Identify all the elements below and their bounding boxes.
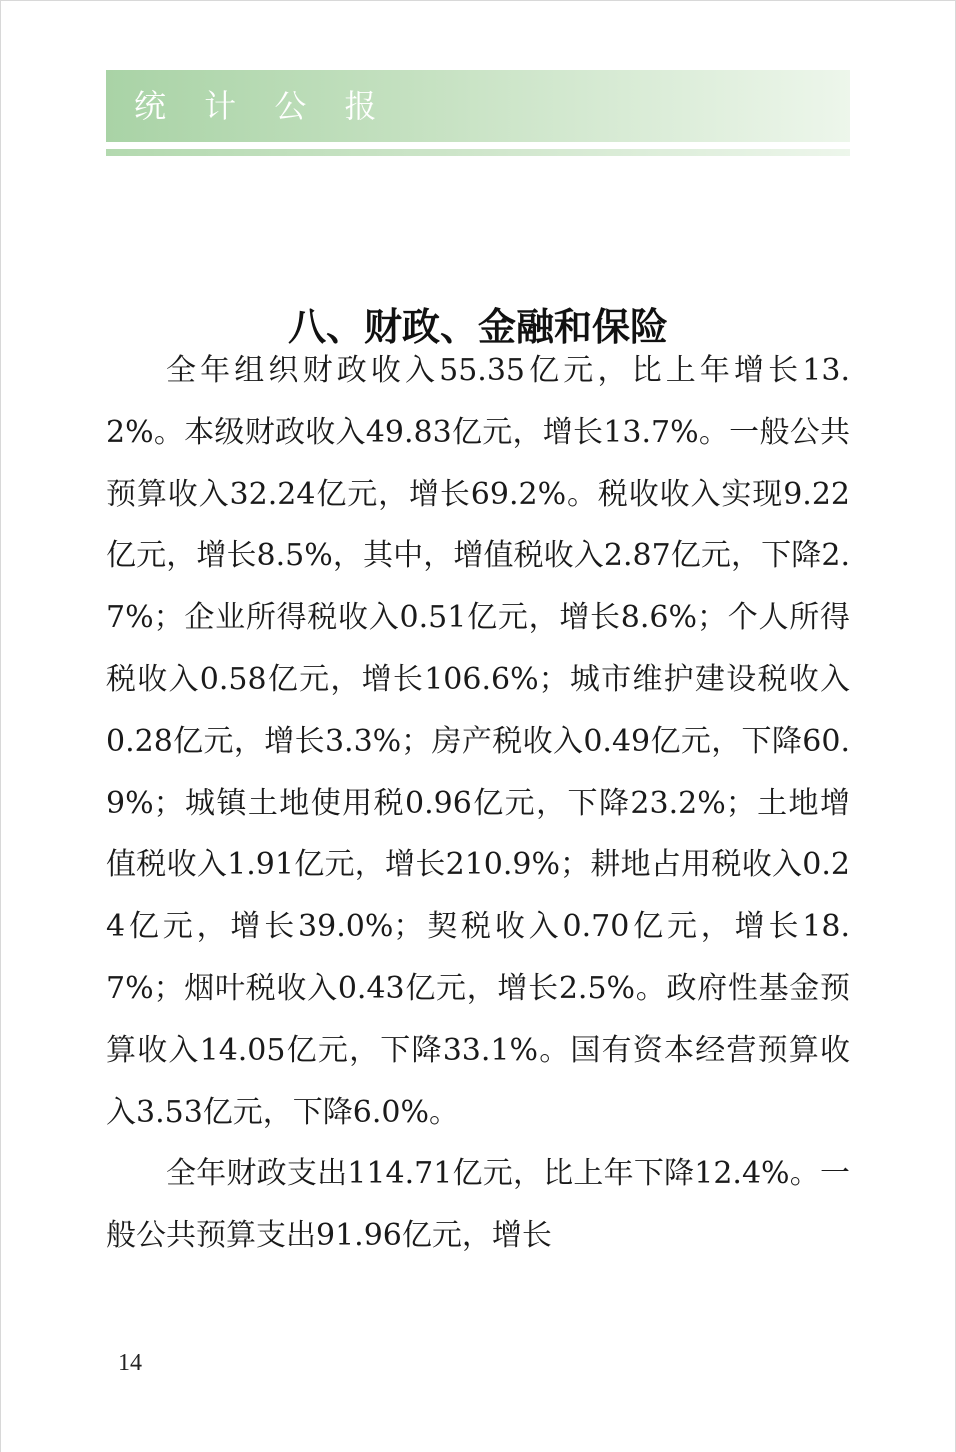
header-rule [106,149,850,156]
header-band [106,70,850,142]
paragraph-expenditure: 全年财政支出114.71亿元，比上年下降12.4%。一般公共预算支出91.96亿元，增长 [106,1156,850,1254]
page-number: 14 [118,1350,142,1376]
body-text [106,340,850,1267]
paragraph-revenue: 全年组织财政收入55.35亿元，比上年增长13.2%。本级财政收入49.83亿元，增长13.7%。一般公共预算收入32.24亿元，增长69.2%。税收收入实现9.22亿元，增长8.5%，其中，增值税收入2.87亿元，下降2.7%；企业所得税收入0.51亿元，增长8.6%；个人所得税收入0.58亿元，增长106.6%；城市维护建设税收入0.28亿元，增长3.3%；房产税收入0.49亿元，下降60.9%；城镇土地使用税0.96亿元，下降23.2%；土地增值税收入1.91亿元，增长210.9%；耕地占用税收入0.24亿元，增长39.0%；契税收入0.70亿元，增长18.7%；烟叶税收入0.43亿元，增长2.5%。政府性基金预算收入14.05亿元，下降33.1%。国有资本经营预算收入3.53亿元，下降6.0%。 [106,353,850,1130]
section-title: 八、财政、金融和保险 [287,304,668,350]
header-label: 统 计 公 报 [134,87,391,125]
